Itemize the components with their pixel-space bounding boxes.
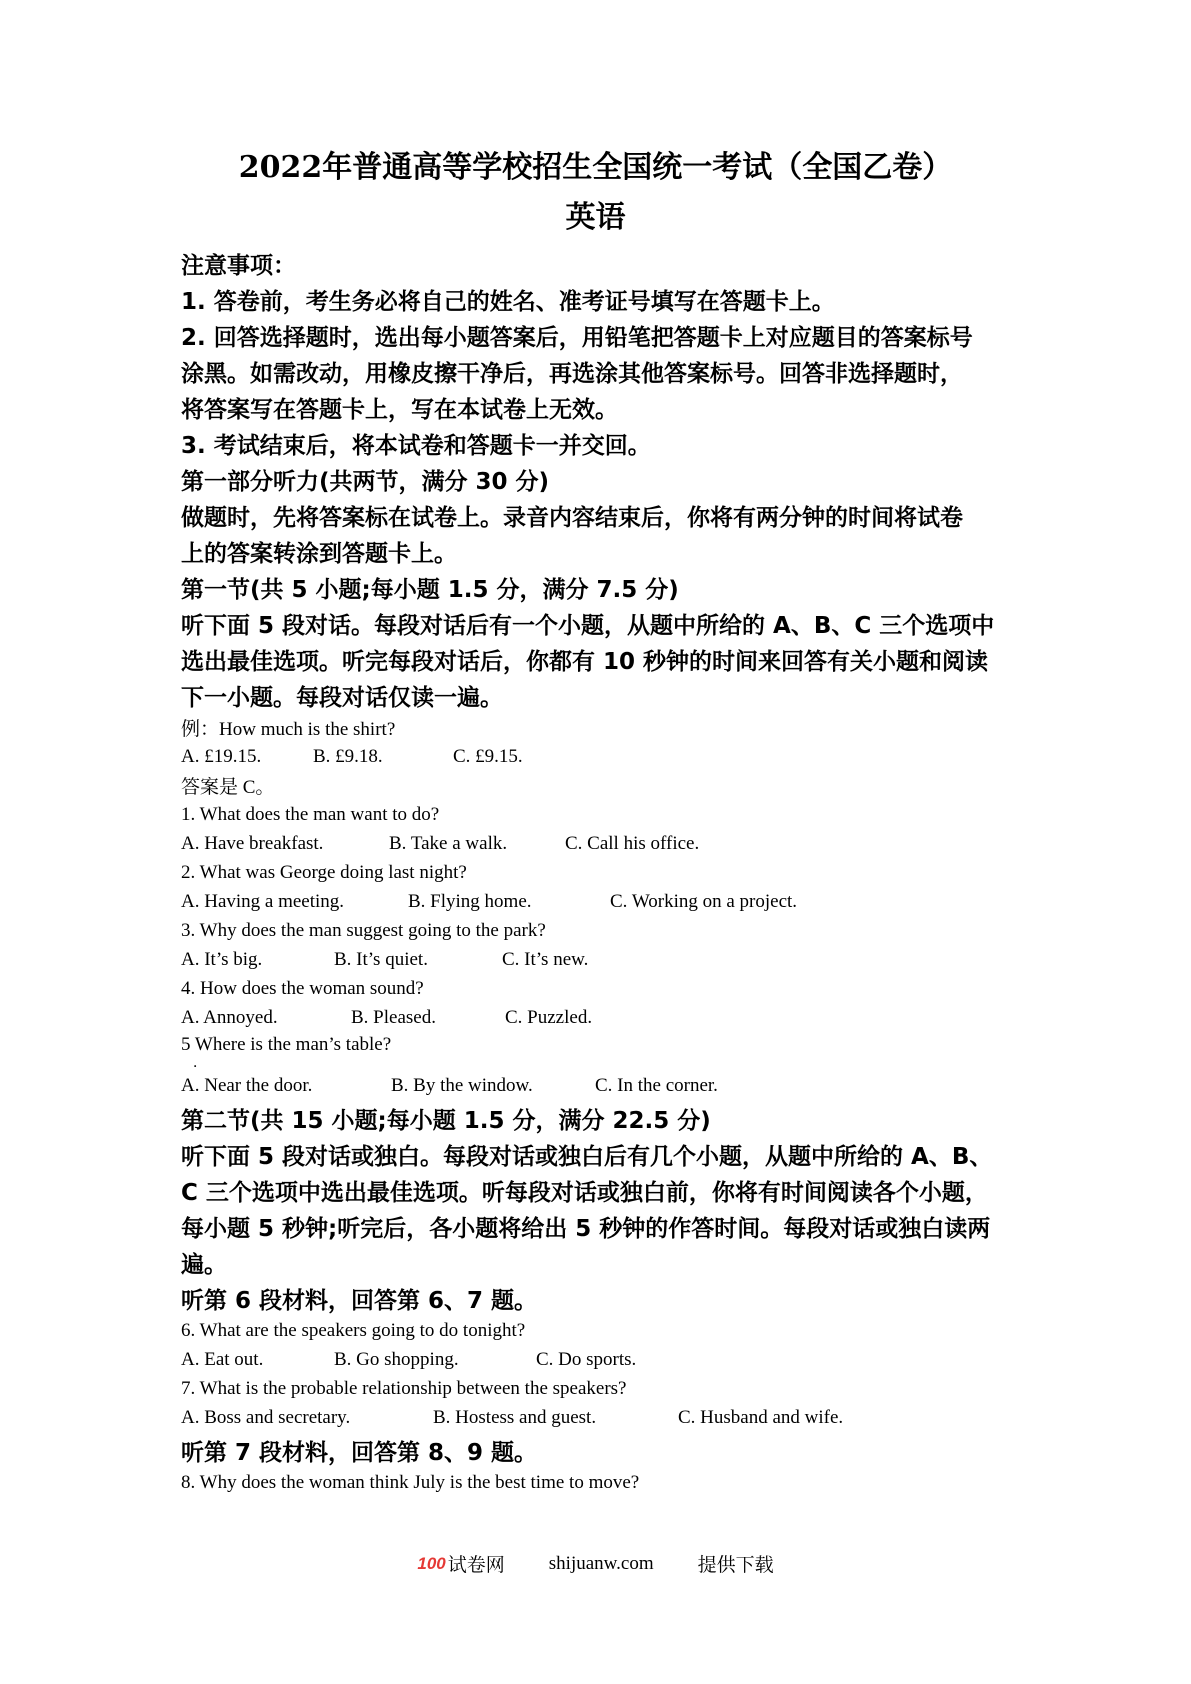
question-8: 8. Why does the woman think July is the best time to move? — [181, 1471, 640, 1493]
example-option-a: A. £19.15. — [181, 745, 262, 767]
section2-intro-line-4: 遍。 — [181, 1251, 227, 1278]
q1-option-b: B. Take a walk. — [389, 832, 508, 854]
q1-option-a: A. Have breakfast. — [181, 832, 324, 854]
example-question: 例：How much is the shirt? — [181, 719, 396, 740]
q4-option-b: B. Pleased. — [351, 1006, 436, 1028]
notice-item-2-line-3: 将答案写在答题卡上，写在本试卷上无效。 — [181, 396, 618, 423]
section2-intro-line-2: C 三个选项中选出最佳选项。听每段对话或独白前，你将有时间阅读各个小题， — [181, 1179, 988, 1206]
question-2-options — [181, 887, 1021, 916]
site-logo — [417, 1550, 504, 1577]
question-4-options — [181, 1003, 1021, 1032]
example-options — [181, 742, 1021, 771]
question-3-options — [181, 945, 1021, 974]
logo-text: 试卷网 — [447, 1555, 505, 1576]
q5-option-b: B. By the window. — [391, 1074, 533, 1096]
notice-item-2-line-2: 涂黑。如需改动，用橡皮擦干净后，再选涂其他答案标号。回答非选择题时， — [181, 360, 963, 387]
q4-option-c: C. Puzzled. — [505, 1006, 593, 1028]
notice-item-3: 3. 考试结束后，将本试卷和答题卡一并交回。 — [181, 432, 651, 459]
section1-heading: 第一节(共 5 小题;每小题 1.5 分，满分 7.5 分) — [181, 576, 679, 603]
part1-intro-line-1: 做题时，先将答案标在试卷上。录音内容结束后，你将有两分钟的时间将试卷 — [181, 504, 963, 531]
question-1-options — [181, 829, 1021, 858]
q7-option-c: C. Husband and wife. — [678, 1406, 844, 1428]
logo-number: 100 — [417, 1553, 446, 1573]
q3-option-b: B. It’s quiet. — [334, 948, 428, 970]
question-6-options — [181, 1345, 1021, 1374]
q2-option-a: A. Having a meeting. — [181, 890, 345, 912]
question-7-options — [181, 1403, 1021, 1432]
section1-intro-line-3: 下一小题。每段对话仅读一遍。 — [181, 684, 503, 711]
notice-item-2-line-1: 2. 回答选择题时，选出每小题答案后，用铅笔把答题卡上对应题目的答案标号 — [181, 324, 973, 351]
question-1: 1. What does the man want to do? — [181, 803, 440, 825]
question-4: 4. How does the woman sound? — [181, 977, 424, 999]
q4-option-a: A. Annoyed. — [181, 1006, 278, 1028]
exam-title: 2022年普通高等学校招生全国统一考试（全国乙卷） — [238, 150, 953, 185]
part1-heading: 第一部分听力(共两节，满分 30 分) — [181, 468, 550, 495]
question-5-options — [181, 1071, 1021, 1100]
material-7-heading: 听第 7 段材料，回答第 8、9 题。 — [181, 1439, 538, 1466]
q3-option-a: A. It’s big. — [181, 948, 263, 970]
example-answer: 答案是 C。 — [181, 777, 275, 798]
q3-option-c: C. It’s new. — [502, 948, 589, 970]
section1-intro-line-1: 听下面 5 段对话。每段对话后有一个小题，从题中所给的 A、B、C 三个选项中 — [181, 612, 995, 639]
q1-option-c: C. Call his office. — [565, 832, 700, 854]
provide-download: 提供下载 — [697, 1555, 774, 1576]
notice-item-1: 1. 答卷前，考生务必将自己的姓名、准考证号填写在答题卡上。 — [181, 288, 835, 315]
q5-option-c: C. In the corner. — [595, 1074, 718, 1096]
material-6-heading: 听第 6 段材料，回答第 6、7 题。 — [181, 1287, 538, 1314]
q6-option-b: B. Go shopping. — [334, 1348, 459, 1370]
notice-heading: 注意事项： — [181, 252, 296, 279]
question-3: 3. Why does the man suggest going to the park? — [181, 919, 546, 941]
q6-option-a: A. Eat out. — [181, 1348, 264, 1370]
subject-title: 英语 — [565, 200, 626, 235]
page-footer — [0, 1550, 1191, 1577]
example-option-b: B. £9.18. — [313, 745, 383, 767]
q2-option-c: C. Working on a project. — [610, 890, 798, 912]
q7-option-b: B. Hostess and guest. — [433, 1406, 597, 1428]
section2-intro-line-3: 每小题 5 秒钟;听完后，各小题将给出 5 秒钟的作答时间。每段对话或独白读两 — [181, 1215, 991, 1242]
example-option-c: C. £9.15. — [453, 745, 523, 767]
q5-option-a: A. Near the door. — [181, 1074, 313, 1096]
question-5: 5 Where is the man’s table? — [181, 1033, 392, 1055]
q2-option-b: B. Flying home. — [408, 890, 532, 912]
exam-content — [181, 245, 1021, 1497]
q7-option-a: A. Boss and secretary. — [181, 1406, 351, 1428]
part1-intro-line-2: 上的答案转涂到答题卡上。 — [181, 540, 457, 567]
section2-intro-line-1: 听下面 5 段对话或独白。每段对话或独白后有几个小题，从题中所给的 A、B、 — [181, 1143, 993, 1170]
question-5-dot: ． — [193, 1056, 207, 1071]
question-2: 2. What was George doing last night? — [181, 861, 467, 883]
section1-intro-line-2: 选出最佳选项。听完每段对话后，你都有 10 秒钟的时间来回答有关小题和阅读 — [181, 648, 989, 675]
question-6: 6. What are the speakers going to do tonight? — [181, 1319, 526, 1341]
q6-option-c: C. Do sports. — [536, 1348, 637, 1370]
section2-heading: 第二节(共 15 小题;每小题 1.5 分，满分 22.5 分) — [181, 1107, 711, 1134]
question-7: 7. What is the probable relationship between the speakers? — [181, 1377, 627, 1399]
site-url: shijuanw.com — [548, 1552, 654, 1574]
